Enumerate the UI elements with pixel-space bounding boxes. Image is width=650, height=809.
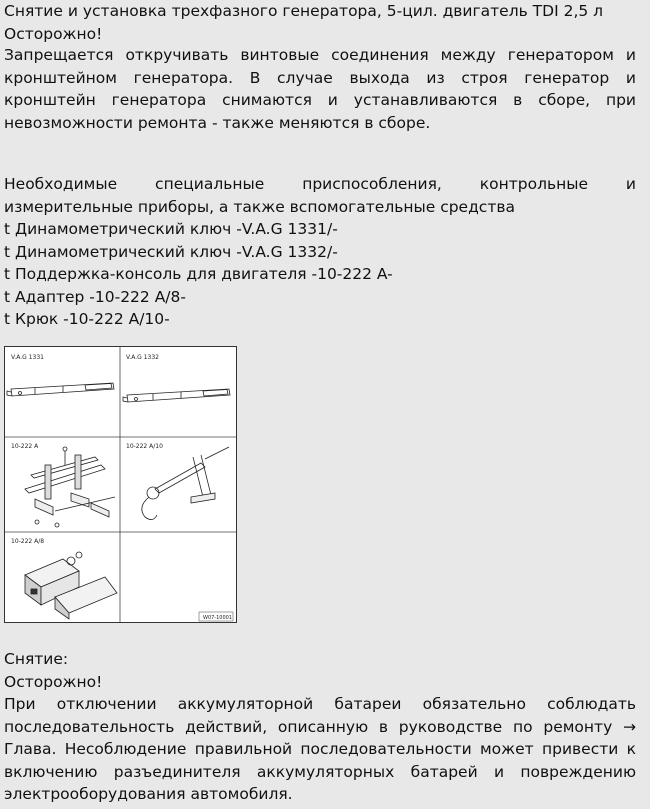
torque-wrench-1332-drawing xyxy=(123,389,230,402)
label-10-222-a10: 10-222 A/10 xyxy=(126,443,163,450)
label-10-222-a8: 10-222 A/8 xyxy=(11,538,45,545)
intro-block xyxy=(4,44,636,134)
tool-item: t Динамометрический ключ -V.A.G 1332/- xyxy=(4,242,338,261)
tools-illustration xyxy=(4,346,237,623)
tools-block xyxy=(4,173,636,331)
page-title: Снятие и установка трехфазного генератора, 5-цил. двигатель TDI 2,5 л xyxy=(4,2,604,20)
torque-wrench-1331-drawing xyxy=(7,383,114,396)
intro-paragraph: Запрещается откручивать винтовые соединения между генератором и кронштейном генератора. В случае выхода из строя генератор и кронштейн генератора снимаются и устанавливаются в сборе, при невозможности ремонта - также меняются в сборе. xyxy=(4,46,636,132)
tools-heading-line2: измерительные приборы, а также вспомогательные средства xyxy=(4,197,515,216)
caution-heading: Осторожно! xyxy=(4,24,103,43)
engine-support-drawing xyxy=(25,447,115,527)
tool-item: t Крюк -10-222 A/10- xyxy=(4,310,170,328)
label-vag-1332: V.A.G 1332 xyxy=(126,354,159,361)
removal-heading: Снятие: xyxy=(4,650,69,668)
figure-reference: W07-10001 xyxy=(203,615,233,621)
tools-illustration-svg xyxy=(5,347,236,622)
tools-heading-line1: Необходимые специальные приспособления, контрольные и xyxy=(4,175,636,193)
label-10-222-a: 10-222 A xyxy=(11,443,39,450)
adapter-drawing xyxy=(25,552,117,619)
label-vag-1331: V.A.G 1331 xyxy=(11,354,44,361)
tool-item: t Поддержка-консоль для двигателя -10-222 A- xyxy=(4,265,393,283)
title-block xyxy=(4,0,636,45)
tool-item: t Адаптер -10-222 A/8- xyxy=(4,287,186,306)
removal-caution: Осторожно! xyxy=(4,672,103,691)
tool-item: t Динамометрический ключ -V.A.G 1331/- xyxy=(4,220,338,238)
removal-paragraph: При отключении аккумуляторной батареи обязательно соблюдать последовательность действий, описанную в руководстве по ремонту → Глава. Несоблюдение правильной последовательности может привести к включению разъединителя аккумуляторных батарей и повреждению электрооборудования автомобиля. xyxy=(4,695,636,803)
hook-drawing xyxy=(142,447,229,520)
removal-block xyxy=(4,648,636,806)
